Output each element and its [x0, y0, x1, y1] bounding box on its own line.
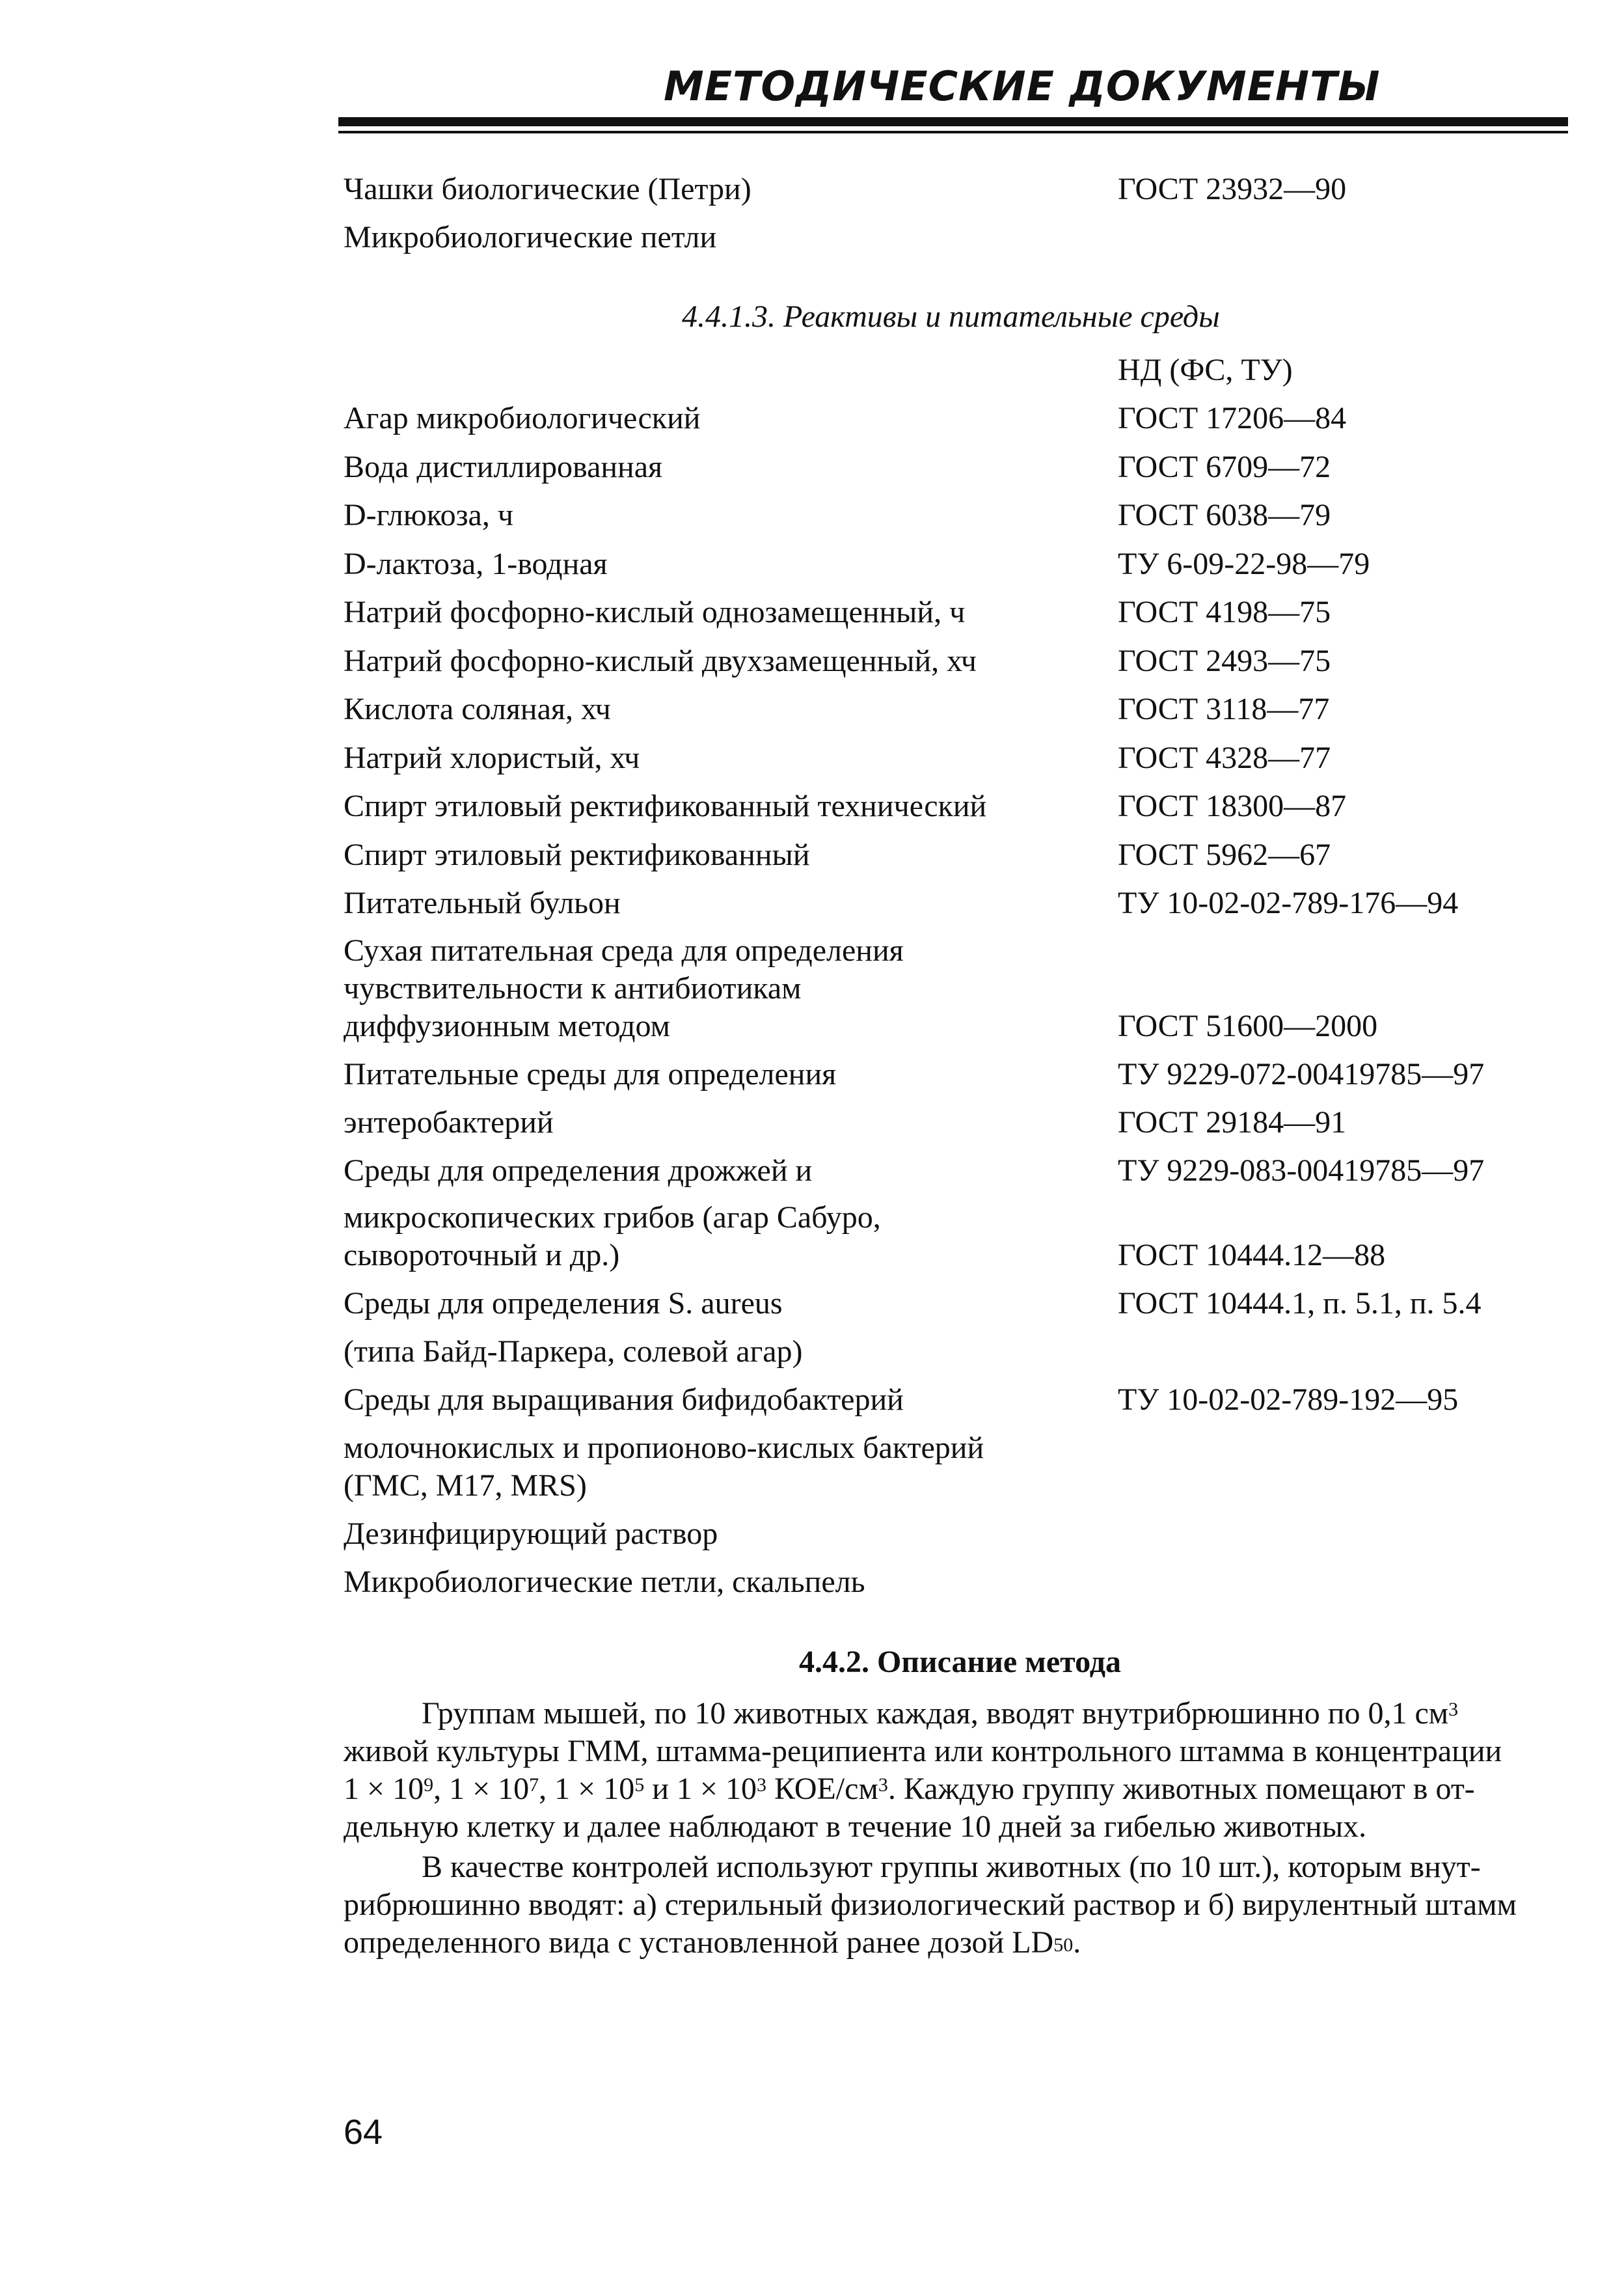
item-name: Микробиологические петли [344, 220, 717, 254]
line-text: Группам мышей, по 10 животных каждая, вводят внутрибрюшинно по 0,1 $см^3$ [422, 1696, 1459, 1731]
item-name: диффузионным методом [344, 1009, 671, 1043]
paragraph-line: рибрюшинно вводят: а) стерильный физиологический раствор и б) вирулентный штамм [344, 1887, 1517, 1922]
paragraph-line: определенного вида с установленной ранее дозой $LD_{50}$. [344, 1925, 1081, 1960]
item-standard: ГОСТ 6038—79 [1118, 498, 1331, 532]
item-name: молочнокислых и пропионово-кислых бактерий [344, 1431, 984, 1465]
section-heading: 4.4.2. Описание метода [799, 1645, 1121, 1679]
header-rule-thin [338, 131, 1568, 133]
header-title: МЕТОДИЧЕСКИЕ ДОКУМЕНТЫ [664, 62, 1381, 110]
item-standard: ТУ 10-02-02-789-192—95 [1118, 1382, 1459, 1417]
item-name: Вода дистиллированная [344, 450, 663, 484]
header-rule-thick [338, 117, 1568, 126]
item-standard: ГОСТ 17206—84 [1118, 401, 1347, 435]
item-standard: ТУ 6-09-22-98—79 [1118, 547, 1370, 581]
paragraph-line: В качестве контролей используют группы животных (по 10 шт.), которым внут- [422, 1850, 1481, 1884]
item-standard: ГОСТ 5962—67 [1118, 838, 1331, 872]
item-name: Натрий фосфорно-кислый однозамещенный, ч [344, 595, 966, 629]
item-standard: ГОСТ 4198—75 [1118, 595, 1331, 629]
item-standard: ГОСТ 10444.1, п. 5.1, п. 5.4 [1118, 1286, 1482, 1321]
subsection-title: 4.4.1.3. Реактивы и питательные среды [682, 299, 1220, 334]
item-standard: ГОСТ 6709—72 [1118, 450, 1331, 484]
item-name: Микробиологические петли, скальпель [344, 1565, 865, 1599]
item-name: Питательный бульон [344, 886, 621, 920]
item-name: D-глюкоза, ч [344, 498, 513, 532]
item-standard: ГОСТ 18300—87 [1118, 789, 1347, 823]
paragraph-2 [344, 1848, 1573, 1962]
item-name: Натрий фосфорно-кислый двухзамещенный, хч [344, 644, 977, 678]
item-name: (типа Байд-Паркера, солевой агар) [344, 1334, 803, 1369]
page-number: 64 [344, 2113, 383, 2152]
column-header: НД (ФС, ТУ) [1118, 353, 1293, 387]
paragraph-1 [344, 1695, 1573, 1846]
item-standard: ГОСТ 4328—77 [1118, 741, 1331, 775]
item-name: энтеробактерий [344, 1105, 554, 1140]
item-standard: ГОСТ 23932—90 [1118, 172, 1347, 206]
item-standard: ГОСТ 10444.12—88 [1118, 1238, 1386, 1272]
item-name: Питательные среды для определения [344, 1057, 837, 1091]
item-name: Сухая питательная среда для определения [344, 933, 904, 968]
item-name: Дезинфицирующий раствор [344, 1516, 718, 1551]
item-name: Кислота соляная, хч [344, 692, 611, 726]
paragraph-line: живой культуры ГММ, штамма-реципиента или контрольного штамма в концентрации [344, 1734, 1502, 1768]
item-name: (ГМС, M17, MRS) [344, 1468, 587, 1503]
item-standard: ТУ 9229-072-00419785—97 [1118, 1057, 1485, 1091]
item-name: Агар микробиологический [344, 401, 701, 435]
item-name: микроскопических грибов (агар Сабуро, [344, 1200, 881, 1235]
item-name: D-лактоза, 1-водная [344, 547, 608, 581]
item-name: Среды для определения S. aureus [344, 1286, 783, 1321]
item-name: Спирт этиловый ректификованный [344, 838, 810, 872]
item-name: Чашки биологические (Петри) [344, 172, 751, 206]
item-name: Натрий хлористый, хч [344, 741, 640, 775]
item-standard: ТУ 10-02-02-789-176—94 [1118, 886, 1459, 920]
item-name: Среды для выращивания бифидобактерий [344, 1382, 904, 1417]
item-standard: ГОСТ 2493—75 [1118, 644, 1331, 678]
item-standard: ГОСТ 51600—2000 [1118, 1009, 1378, 1043]
item-name: сывороточный и др.) [344, 1238, 620, 1272]
paragraph-line [344, 1695, 1573, 1733]
item-name: чувствительности к антибиотикам [344, 971, 802, 1006]
item-name: Среды для определения дрожжей и [344, 1153, 813, 1188]
paragraph-line: дельную клетку и далее наблюдают в течение 10 дней за гибелью животных. [344, 1809, 1367, 1844]
item-name: Спирт этиловый ректификованный технический [344, 789, 987, 823]
item-standard: ГОСТ 3118—77 [1118, 692, 1330, 726]
item-standard: ТУ 9229-083-00419785—97 [1118, 1153, 1485, 1188]
paragraph-line: $1 \times 10^9$, $1 \times 10^7$, $1 \times 10^5$ и $1 \times 10^3$ КОЕ/$см^3$. Каждую группу животных помещают в от- [344, 1772, 1475, 1806]
item-standard: ГОСТ 29184—91 [1118, 1105, 1347, 1140]
